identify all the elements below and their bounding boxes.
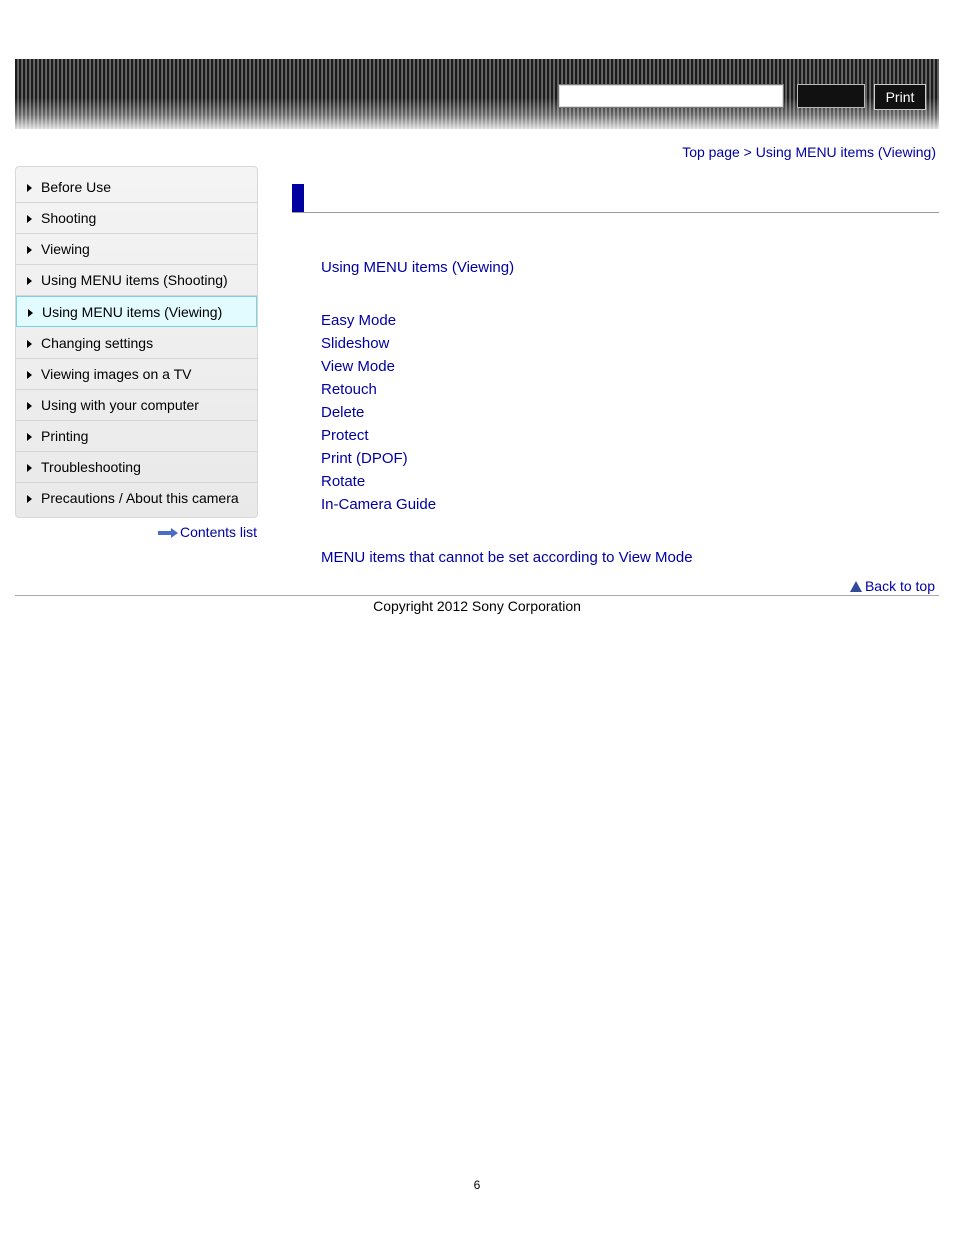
sidebar-item-label: Troubleshooting (41, 459, 141, 475)
sidebar-item-label: Shooting (41, 210, 97, 226)
footer-divider (15, 595, 939, 596)
sidebar-item-label: Viewing (41, 241, 90, 257)
link-print-dpof[interactable]: Print (DPOF) (321, 450, 408, 467)
triangle-up-icon (850, 581, 862, 592)
triangle-right-icon (27, 433, 32, 441)
sidebar-item-troubleshooting[interactable] (16, 452, 257, 483)
sidebar-item-menu-viewing[interactable] (16, 296, 257, 327)
breadcrumb-top-page[interactable]: Top page (682, 144, 740, 160)
breadcrumb-current[interactable]: Using MENU items (Viewing) (755, 144, 936, 160)
link-easy-mode[interactable]: Easy Mode (321, 312, 397, 329)
sidebar-item-label: Using with your computer (41, 397, 199, 413)
section-heading-link[interactable]: Using MENU items (Viewing) (321, 259, 515, 276)
copyright-text: Copyright 2012 Sony Corporation (373, 598, 581, 614)
sidebar-nav (15, 166, 258, 518)
triangle-right-icon (27, 246, 32, 254)
sidebar-item-label: Printing (41, 428, 89, 444)
sidebar-item-menu-shooting[interactable] (16, 265, 257, 296)
back-to-top-label: Back to top (864, 578, 935, 594)
sidebar-item-label: Changing settings (41, 335, 154, 351)
triangle-right-icon (27, 402, 32, 410)
triangle-right-icon (27, 277, 32, 285)
sidebar-item-label: Using MENU items (Viewing) (42, 304, 223, 320)
breadcrumb (682, 144, 936, 160)
page-number: 6 (473, 1178, 481, 1192)
sidebar-item-label: Before Use (41, 179, 112, 195)
sidebar-item-printing[interactable] (16, 421, 257, 452)
triangle-right-icon (28, 309, 33, 317)
link-retouch[interactable]: Retouch (321, 381, 377, 398)
sidebar-item-computer[interactable] (16, 390, 257, 421)
sidebar-item-changing-settings[interactable] (16, 328, 257, 359)
sidebar-item-precautions[interactable] (16, 483, 257, 514)
sidebar-item-before-use[interactable] (16, 172, 257, 203)
sidebar-item-viewing[interactable] (16, 234, 257, 265)
sidebar-item-viewing-on-tv[interactable] (16, 359, 257, 390)
title-divider (292, 212, 939, 213)
link-view-mode[interactable]: View Mode (321, 358, 395, 375)
contents-list-link[interactable] (158, 524, 257, 540)
search-input[interactable] (558, 84, 784, 108)
triangle-right-icon (27, 464, 32, 472)
arrow-right-icon (158, 528, 178, 538)
link-slideshow[interactable]: Slideshow (321, 335, 390, 352)
back-to-top-link[interactable] (850, 578, 935, 594)
triangle-right-icon (27, 371, 32, 379)
title-accent-bar (292, 184, 304, 213)
sidebar-item-shooting[interactable] (16, 203, 257, 234)
search-button[interactable] (797, 84, 865, 108)
link-in-camera-guide[interactable]: In-Camera Guide (321, 496, 437, 513)
sidebar-item-label: Precautions / About this camera (41, 490, 239, 506)
triangle-right-icon (27, 184, 32, 192)
breadcrumb-separator: > (739, 144, 756, 160)
print-button[interactable]: Print (874, 84, 926, 110)
triangle-right-icon (27, 340, 32, 348)
link-delete[interactable]: Delete (321, 404, 365, 421)
sidebar-item-label: Using MENU items (Shooting) (41, 272, 228, 288)
link-menu-items-view-mode[interactable]: MENU items that cannot be set according to View Mode (321, 549, 693, 566)
link-protect[interactable]: Protect (321, 427, 369, 444)
sidebar-item-label: Viewing images on a TV (41, 366, 192, 382)
link-rotate[interactable]: Rotate (321, 473, 366, 490)
triangle-right-icon (27, 495, 32, 503)
triangle-right-icon (27, 215, 32, 223)
header-banner (15, 59, 939, 129)
contents-list-label: Contents list (180, 524, 258, 540)
